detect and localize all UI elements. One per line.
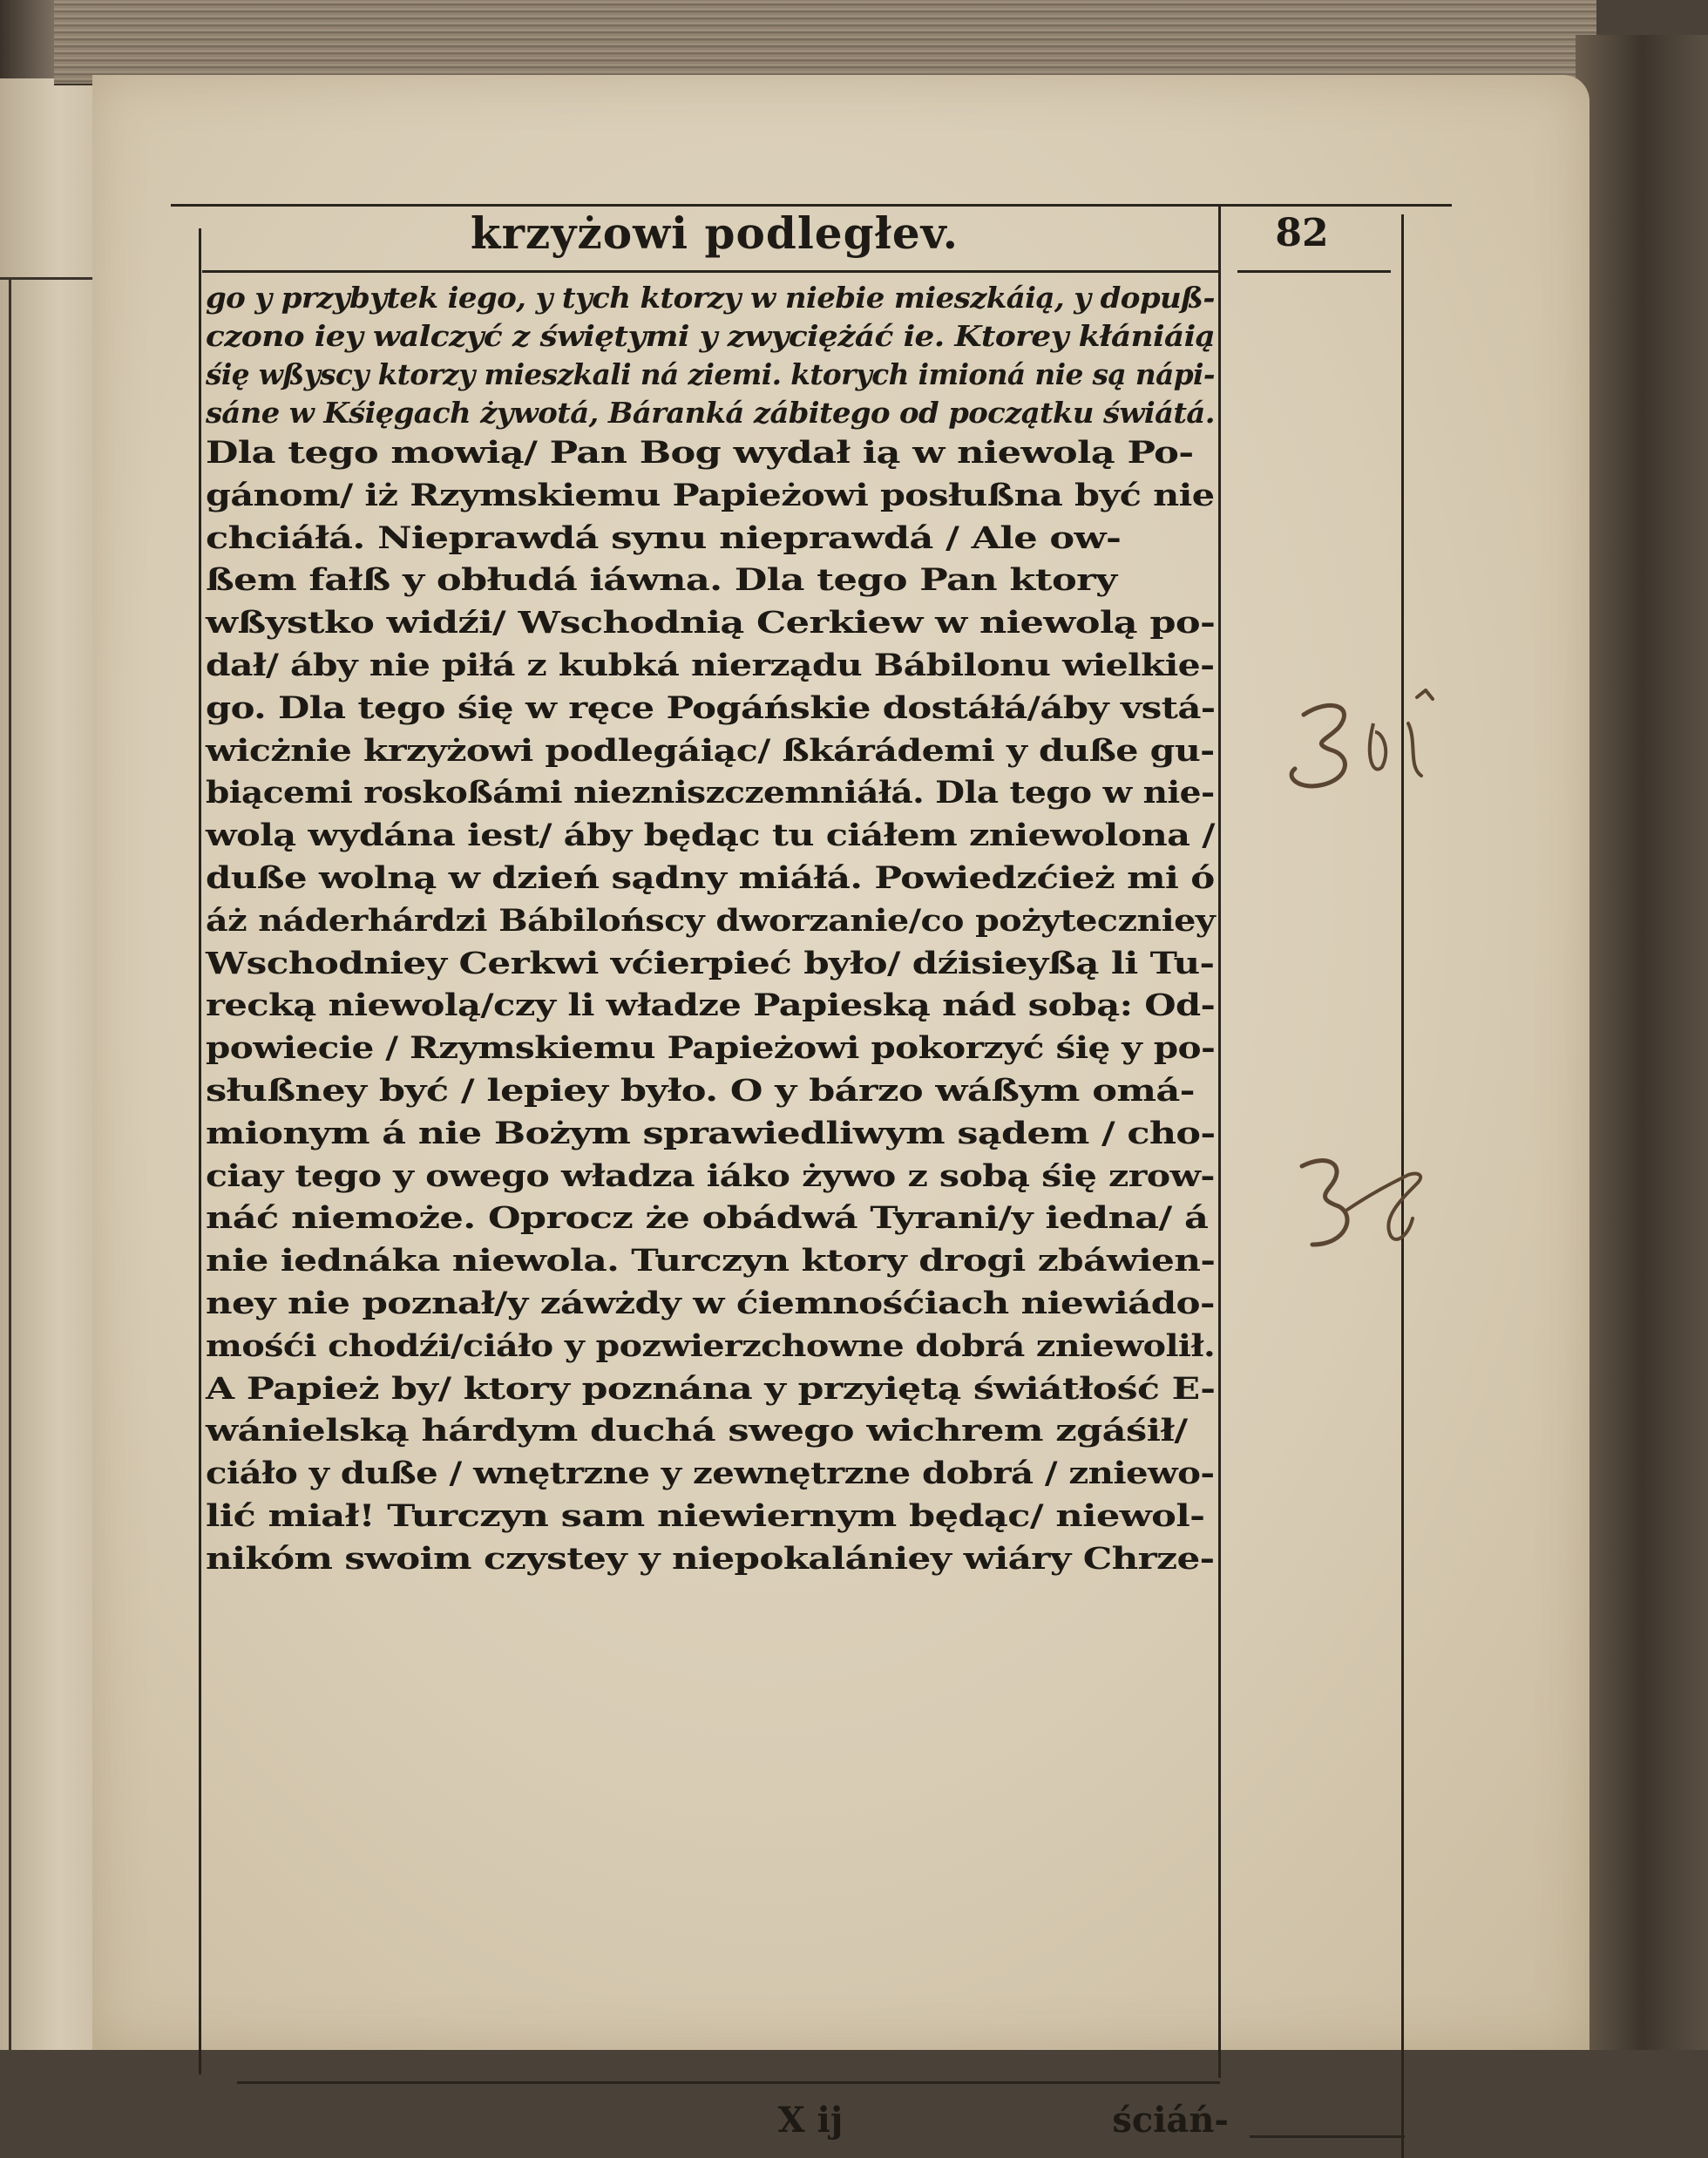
body-line: wßystko widźi/ Wschodnią Cerkiew w niewolą po- [206,606,1216,641]
body-line: ney nie poznał/y záwżdy w ćiemnośćiach niewiádo- [206,1286,1215,1321]
body-line: mośći chodźi/ciáło y pozwierzchowne dobrá zniewolił. [206,1328,1216,1364]
body-line: A Papież by/ ktory poznána y przyiętą świátłość E- [206,1371,1216,1407]
handwritten-margin-note [1286,1149,1443,1271]
running-head: krzyżowi podległev. [470,207,959,259]
body-line: wolą wydána iest/ áby będąc tu ciáłem zniewolona / [206,818,1215,854]
italic-line: go y przybytek iego, y tych ktorzy w niebie mieszkáią, y dopuß- [206,281,1215,315]
body-line: ßem fałß y obłudá iáwna. Dla tego Pan ktory [206,563,1117,599]
body-line: biącemi roskoßámi niezniszczemniáłá. Dla tego w nie- [206,776,1215,811]
catchword: ściáń- [1112,2100,1229,2141]
italic-line: sáne w Kśięgach żywotá, Báranká zábitego od początku świátá. [206,396,1215,430]
header-rule [171,204,1452,207]
body-line: Dla tego mowią/ Pan Bog wydał ią w niewolą Po- [206,436,1194,471]
body-line: powiecie / Rzymskiemu Papieżowi pokorzyć śię y po- [206,1031,1216,1067]
margin-header-underline [1237,270,1391,273]
footer-rule [237,2081,1220,2084]
header-underline [202,270,1218,273]
body-line: nikóm swoim czystey y niepokalániey wiáry Chrze- [206,1541,1215,1577]
body-line: ciay tego y owego władza iáko żywo z sobą śię zrow- [206,1158,1215,1194]
body-line: wicżnie krzyżowi podlegáiąc/ ßkárádemi y duße gu- [206,733,1215,769]
body-line: nie iednáka niewola. Turczyn ktory drogi zbáwien- [206,1244,1216,1279]
page-edges-top [54,0,1596,85]
signature-mark: X ij [777,2100,844,2141]
body-line: chciáłá. Nieprawdá synu nieprawdá / Ale ow- [206,520,1122,556]
body-line: Wschodniey Cerkwi vćierpieć było/ dźisieyßą li Tu- [206,946,1215,981]
body-line: słußney być / lepiey było. O y bárzo wáßym omá- [206,1073,1195,1109]
left-page-vertical-rule [9,277,11,2050]
italic-line: śię wßyscy ktorzy mieszkali ná ziemi. ktorych imioná nie są nápi- [206,357,1215,391]
text-block [206,279,1217,1581]
book-edge-right [1576,35,1708,2050]
body-line: áż náderhárdzi Bábilońscy dworzanie/co pożyteczniey [206,903,1216,939]
body-line: lić miał! Turczyn sam niewiernym będąc/ niewol- [206,1498,1205,1534]
margin-footer-rule [1250,2135,1405,2138]
italic-line: czono iey walczyć z świętymi y zwyciężáć ie. Ktorey kłániáią [206,319,1216,353]
body-line: ciáło y duße / wnętrzne y zewnętrzne dobrá / zniewo- [206,1456,1215,1492]
body-line: duße wolną w dzień sądny miáłá. Powiedzćież mi ó [206,860,1215,896]
body-line: recką niewolą/czy li władze Papieską nád sobą: Od- [206,988,1216,1024]
body-line: mionym á nie Bożym sprawiedliwym sądem / cho- [206,1116,1216,1151]
body-line: go. Dla tego śię w ręce Pogáńskie dostáłá/áby vstá- [206,690,1216,726]
handwritten-margin-note [1278,689,1452,802]
page-number: 82 [1275,211,1329,255]
body-text [206,432,1217,1581]
text-frame-left [199,228,201,2074]
body-line: dał/ áby nie piłá z kubká nierządu Bábilonu wielkie- [206,648,1215,683]
body-line: náć niemoże. Oprocz że obádwá Tyrani/y iedna/ á [206,1201,1209,1237]
left-page-rule [0,277,98,280]
left-page-edge [0,78,100,2050]
body-line: wánielską hárdym duchá swego wichrem zgáśił/ [206,1414,1188,1449]
body-line: gánom/ iż Rzymskiemu Papieżowi posłußna być nie [206,478,1215,513]
